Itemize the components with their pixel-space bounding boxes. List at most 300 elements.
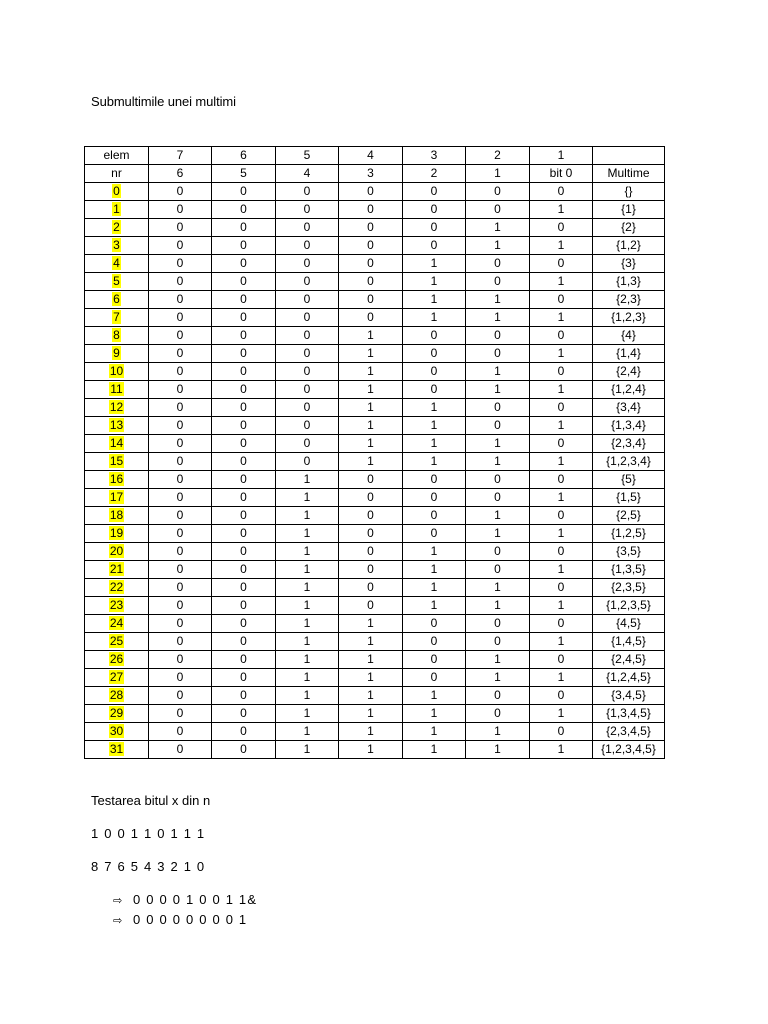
bit-cell: 1 bbox=[276, 471, 339, 489]
bit-cell: 0 bbox=[403, 327, 466, 345]
document-title: Submultimile unei multimi bbox=[91, 94, 236, 109]
bit-cell: 0 bbox=[149, 435, 212, 453]
set-cell: {1,2,3} bbox=[593, 309, 665, 327]
bit-cell: 0 bbox=[530, 399, 593, 417]
bit-cell: 0 bbox=[466, 273, 530, 291]
set-cell: {1,3,4} bbox=[593, 417, 665, 435]
bit-cell: 0 bbox=[149, 291, 212, 309]
nr-cell bbox=[85, 543, 149, 561]
bit-cell: 0 bbox=[530, 651, 593, 669]
bit-cell: 1 bbox=[339, 687, 403, 705]
bit-cell: 0 bbox=[212, 507, 276, 525]
bit-cell: 1 bbox=[403, 561, 466, 579]
bit-cell: 0 bbox=[530, 219, 593, 237]
header-cell: elem bbox=[85, 147, 149, 165]
table-row bbox=[85, 327, 665, 345]
bit-cell: 1 bbox=[530, 633, 593, 651]
bit-cell: 1 bbox=[530, 669, 593, 687]
bit-cell: 0 bbox=[339, 201, 403, 219]
bit-cell: 0 bbox=[212, 219, 276, 237]
nr-cell bbox=[85, 309, 149, 327]
bit-cell: 0 bbox=[276, 201, 339, 219]
bit-cell: 1 bbox=[339, 399, 403, 417]
table-row bbox=[85, 525, 665, 543]
bit-cell: 1 bbox=[276, 687, 339, 705]
bit-cell: 0 bbox=[212, 381, 276, 399]
bit-cell: 1 bbox=[403, 723, 466, 741]
bit-cell: 0 bbox=[530, 507, 593, 525]
table-row bbox=[85, 471, 665, 489]
bit-cell: 0 bbox=[339, 489, 403, 507]
arrow-line-1 bbox=[113, 892, 257, 907]
bit-cell: 1 bbox=[339, 705, 403, 723]
set-cell: {1,3,5} bbox=[593, 561, 665, 579]
set-cell: {4,5} bbox=[593, 615, 665, 633]
bit-cell: 1 bbox=[403, 255, 466, 273]
bit-cell: 0 bbox=[339, 183, 403, 201]
bit-cell: 0 bbox=[466, 687, 530, 705]
bit-cell: 1 bbox=[466, 669, 530, 687]
bit-cell: 0 bbox=[276, 345, 339, 363]
nr-cell bbox=[85, 327, 149, 345]
bit-cell: 1 bbox=[276, 543, 339, 561]
highlighted-number: 12 bbox=[109, 400, 124, 414]
bit-cell: 0 bbox=[149, 183, 212, 201]
bit-cell: 1 bbox=[466, 219, 530, 237]
bit-cell: 1 bbox=[276, 669, 339, 687]
bit-cell: 0 bbox=[466, 633, 530, 651]
bit-cell: 0 bbox=[149, 579, 212, 597]
bit-cell: 1 bbox=[530, 237, 593, 255]
header-cell: 5 bbox=[212, 165, 276, 183]
nr-cell bbox=[85, 507, 149, 525]
bit-cell: 0 bbox=[403, 345, 466, 363]
bit-cell: 1 bbox=[466, 651, 530, 669]
highlighted-number: 18 bbox=[109, 508, 124, 522]
nr-cell bbox=[85, 219, 149, 237]
bit-cell: 1 bbox=[276, 579, 339, 597]
bit-cell: 0 bbox=[403, 363, 466, 381]
table-row bbox=[85, 723, 665, 741]
bit-cell: 0 bbox=[149, 651, 212, 669]
bit-cell: 0 bbox=[212, 183, 276, 201]
bit-cell: 0 bbox=[276, 381, 339, 399]
bit-cell: 0 bbox=[212, 309, 276, 327]
bit-cell: 0 bbox=[339, 237, 403, 255]
bit-cell: 0 bbox=[149, 705, 212, 723]
nr-cell bbox=[85, 723, 149, 741]
bit-cell: 0 bbox=[530, 579, 593, 597]
bit-cell: 1 bbox=[530, 561, 593, 579]
bit-cell: 0 bbox=[149, 363, 212, 381]
bit-cell: 0 bbox=[466, 345, 530, 363]
bit-cell: 1 bbox=[339, 363, 403, 381]
header-cell: 1 bbox=[530, 147, 593, 165]
bit-cell: 0 bbox=[276, 417, 339, 435]
set-cell: {1,5} bbox=[593, 489, 665, 507]
bit-cell: 0 bbox=[212, 633, 276, 651]
bit-cell: 0 bbox=[466, 255, 530, 273]
bit-cell: 0 bbox=[149, 525, 212, 543]
bit-cell: 0 bbox=[149, 489, 212, 507]
bit-cell: 1 bbox=[530, 201, 593, 219]
nr-cell bbox=[85, 579, 149, 597]
header-cell: 1 bbox=[466, 165, 530, 183]
table-row bbox=[85, 273, 665, 291]
bit-cell: 0 bbox=[530, 471, 593, 489]
bit-cell: 0 bbox=[530, 291, 593, 309]
set-cell: {2,3} bbox=[593, 291, 665, 309]
bit-cell: 1 bbox=[339, 345, 403, 363]
table-row bbox=[85, 687, 665, 705]
nr-cell bbox=[85, 633, 149, 651]
set-cell: {2,4,5} bbox=[593, 651, 665, 669]
bit-cell: 1 bbox=[403, 309, 466, 327]
bit-cell: 1 bbox=[276, 741, 339, 759]
nr-cell bbox=[85, 561, 149, 579]
table-row bbox=[85, 435, 665, 453]
bit-cell: 0 bbox=[212, 651, 276, 669]
highlighted-number: 13 bbox=[109, 418, 124, 432]
set-cell: {1,2,4,5} bbox=[593, 669, 665, 687]
bit-cell: 1 bbox=[403, 435, 466, 453]
nr-cell bbox=[85, 489, 149, 507]
highlighted-number: 0 bbox=[113, 184, 120, 198]
table-row bbox=[85, 381, 665, 399]
bit-cell: 1 bbox=[466, 291, 530, 309]
bit-cell: 0 bbox=[403, 381, 466, 399]
bit-cell: 1 bbox=[466, 525, 530, 543]
bit-cell: 0 bbox=[212, 579, 276, 597]
bit-cell: 1 bbox=[339, 741, 403, 759]
bit-cell: 1 bbox=[403, 417, 466, 435]
bit-cell: 0 bbox=[149, 669, 212, 687]
bit-cell: 0 bbox=[466, 489, 530, 507]
bit-cell: 0 bbox=[530, 543, 593, 561]
nr-cell bbox=[85, 399, 149, 417]
header-cell bbox=[593, 147, 665, 165]
section-title: Testarea bitul x din n bbox=[91, 793, 211, 808]
bit-cell: 1 bbox=[530, 741, 593, 759]
header-cell: 3 bbox=[339, 165, 403, 183]
header-cell: 4 bbox=[339, 147, 403, 165]
bit-cell: 0 bbox=[403, 237, 466, 255]
highlighted-number: 15 bbox=[109, 454, 124, 468]
bit-cell: 0 bbox=[339, 543, 403, 561]
header-cell: bit 0 bbox=[530, 165, 593, 183]
bit-cell: 1 bbox=[339, 417, 403, 435]
set-cell: {5} bbox=[593, 471, 665, 489]
bit-cell: 0 bbox=[530, 183, 593, 201]
bit-cell: 0 bbox=[276, 255, 339, 273]
bit-cell: 0 bbox=[466, 705, 530, 723]
bit-cell: 0 bbox=[339, 219, 403, 237]
bit-cell: 0 bbox=[530, 723, 593, 741]
table-row bbox=[85, 615, 665, 633]
bit-cell: 1 bbox=[403, 273, 466, 291]
nr-cell bbox=[85, 291, 149, 309]
header-cell: 4 bbox=[276, 165, 339, 183]
highlighted-number: 8 bbox=[113, 328, 120, 342]
highlighted-number: 10 bbox=[109, 364, 124, 378]
table-row bbox=[85, 309, 665, 327]
bit-cell: 0 bbox=[212, 417, 276, 435]
bit-cell: 0 bbox=[339, 471, 403, 489]
bit-cell: 0 bbox=[276, 435, 339, 453]
bit-cell: 0 bbox=[403, 489, 466, 507]
highlighted-number: 17 bbox=[109, 490, 124, 504]
bit-cell: 1 bbox=[466, 237, 530, 255]
nr-cell bbox=[85, 237, 149, 255]
bit-cell: 0 bbox=[403, 183, 466, 201]
table-row bbox=[85, 597, 665, 615]
bit-cell: 1 bbox=[530, 705, 593, 723]
bit-cell: 0 bbox=[466, 201, 530, 219]
bit-cell: 0 bbox=[276, 453, 339, 471]
bit-cell: 0 bbox=[149, 543, 212, 561]
bit-cell: 0 bbox=[339, 291, 403, 309]
set-cell: {4} bbox=[593, 327, 665, 345]
header-cell: 6 bbox=[212, 147, 276, 165]
bit-cell: 1 bbox=[339, 381, 403, 399]
bit-cell: 0 bbox=[149, 453, 212, 471]
bit-cell: 0 bbox=[276, 309, 339, 327]
table-row bbox=[85, 183, 665, 201]
bit-cell: 0 bbox=[466, 327, 530, 345]
set-cell: {1,2,4} bbox=[593, 381, 665, 399]
table-row bbox=[85, 489, 665, 507]
bit-cell: 0 bbox=[212, 741, 276, 759]
bit-cell: 0 bbox=[212, 615, 276, 633]
set-cell: {3} bbox=[593, 255, 665, 273]
set-cell: {} bbox=[593, 183, 665, 201]
set-cell: {2,3,4,5} bbox=[593, 723, 665, 741]
bit-cell: 0 bbox=[149, 561, 212, 579]
bit-cell: 1 bbox=[276, 525, 339, 543]
highlighted-number: 22 bbox=[109, 580, 124, 594]
bit-cell: 1 bbox=[403, 687, 466, 705]
bit-cell: 1 bbox=[403, 741, 466, 759]
highlighted-number: 26 bbox=[109, 652, 124, 666]
highlighted-number: 28 bbox=[109, 688, 124, 702]
bit-cell: 1 bbox=[530, 525, 593, 543]
bit-cell: 1 bbox=[339, 435, 403, 453]
highlighted-number: 14 bbox=[109, 436, 124, 450]
set-cell: {1,2} bbox=[593, 237, 665, 255]
bit-cell: 0 bbox=[212, 237, 276, 255]
highlighted-number: 29 bbox=[109, 706, 124, 720]
header-cell: 6 bbox=[149, 165, 212, 183]
bit-cell: 1 bbox=[276, 705, 339, 723]
bit-cell: 1 bbox=[530, 417, 593, 435]
subsets-table bbox=[84, 146, 665, 759]
bit-cell: 0 bbox=[212, 201, 276, 219]
bit-cell: 0 bbox=[149, 399, 212, 417]
set-cell: {1,3,4,5} bbox=[593, 705, 665, 723]
set-cell: {1,4} bbox=[593, 345, 665, 363]
highlighted-number: 7 bbox=[113, 310, 120, 324]
bit-cell: 0 bbox=[276, 219, 339, 237]
highlighted-number: 11 bbox=[110, 382, 123, 396]
arrow-line-text: 0 0 0 0 0 0 0 0 1 bbox=[133, 912, 248, 927]
bit-cell: 0 bbox=[149, 219, 212, 237]
header-cell: nr bbox=[85, 165, 149, 183]
highlighted-number: 20 bbox=[109, 544, 124, 558]
rightwards-white-arrow-icon: ⇨ bbox=[113, 914, 123, 927]
positions-line: 8 7 6 5 4 3 2 1 0 bbox=[91, 859, 206, 874]
table-row bbox=[85, 633, 665, 651]
highlighted-number: 23 bbox=[109, 598, 124, 612]
bit-cell: 1 bbox=[466, 597, 530, 615]
highlighted-number: 19 bbox=[109, 526, 124, 540]
bit-cell: 1 bbox=[403, 453, 466, 471]
table-row bbox=[85, 219, 665, 237]
bit-cell: 0 bbox=[212, 705, 276, 723]
bit-cell: 1 bbox=[403, 291, 466, 309]
bit-cell: 0 bbox=[276, 183, 339, 201]
bit-cell: 0 bbox=[403, 669, 466, 687]
table-row bbox=[85, 201, 665, 219]
bit-cell: 0 bbox=[149, 327, 212, 345]
bit-cell: 0 bbox=[149, 201, 212, 219]
table-row bbox=[85, 237, 665, 255]
bit-cell: 0 bbox=[403, 615, 466, 633]
table-row bbox=[85, 507, 665, 525]
arrow-line-text: 0 0 0 0 1 0 0 1 1& bbox=[133, 892, 258, 907]
bit-cell: 0 bbox=[403, 471, 466, 489]
bit-cell: 1 bbox=[466, 723, 530, 741]
bit-cell: 0 bbox=[339, 579, 403, 597]
highlighted-number: 21 bbox=[109, 562, 124, 576]
bit-cell: 0 bbox=[339, 309, 403, 327]
bit-cell: 1 bbox=[339, 651, 403, 669]
highlighted-number: 25 bbox=[109, 634, 124, 648]
bit-cell: 0 bbox=[149, 471, 212, 489]
set-cell: {1,2,3,4} bbox=[593, 453, 665, 471]
bit-cell: 1 bbox=[276, 633, 339, 651]
nr-cell bbox=[85, 525, 149, 543]
table-row bbox=[85, 345, 665, 363]
bit-cell: 0 bbox=[212, 399, 276, 417]
header-cell: 3 bbox=[403, 147, 466, 165]
set-cell: {1,4,5} bbox=[593, 633, 665, 651]
highlighted-number: 6 bbox=[113, 292, 120, 306]
table-row bbox=[85, 417, 665, 435]
bit-cell: 0 bbox=[149, 615, 212, 633]
set-cell: {2,4} bbox=[593, 363, 665, 381]
bit-cell: 0 bbox=[212, 471, 276, 489]
bit-cell: 0 bbox=[276, 237, 339, 255]
bit-cell: 0 bbox=[466, 471, 530, 489]
bits-line: 1 0 0 1 1 0 1 1 1 bbox=[91, 826, 206, 841]
bit-cell: 1 bbox=[466, 741, 530, 759]
bit-cell: 1 bbox=[530, 597, 593, 615]
header-cell: 2 bbox=[466, 147, 530, 165]
highlighted-number: 27 bbox=[109, 670, 124, 684]
set-cell: {2} bbox=[593, 219, 665, 237]
bit-cell: 0 bbox=[403, 507, 466, 525]
nr-cell bbox=[85, 669, 149, 687]
table-row bbox=[85, 363, 665, 381]
nr-cell bbox=[85, 453, 149, 471]
bit-cell: 1 bbox=[530, 453, 593, 471]
bit-cell: 0 bbox=[276, 399, 339, 417]
nr-cell bbox=[85, 417, 149, 435]
bit-cell: 0 bbox=[149, 273, 212, 291]
bit-cell: 0 bbox=[403, 633, 466, 651]
nr-cell bbox=[85, 651, 149, 669]
bit-cell: 1 bbox=[403, 705, 466, 723]
bit-cell: 0 bbox=[212, 435, 276, 453]
bit-cell: 0 bbox=[212, 597, 276, 615]
table-row bbox=[85, 291, 665, 309]
bit-cell: 1 bbox=[339, 633, 403, 651]
table-row bbox=[85, 651, 665, 669]
highlighted-number: 9 bbox=[113, 346, 120, 360]
nr-cell bbox=[85, 741, 149, 759]
table-header-row bbox=[85, 165, 665, 183]
bit-cell: 0 bbox=[149, 597, 212, 615]
bit-cell: 0 bbox=[212, 327, 276, 345]
bit-cell: 0 bbox=[212, 561, 276, 579]
bit-cell: 0 bbox=[339, 597, 403, 615]
bit-cell: 0 bbox=[530, 435, 593, 453]
nr-cell bbox=[85, 705, 149, 723]
nr-cell bbox=[85, 471, 149, 489]
bit-cell: 0 bbox=[403, 525, 466, 543]
set-cell: {1,3} bbox=[593, 273, 665, 291]
bit-cell: 1 bbox=[466, 381, 530, 399]
set-cell: {2,3,5} bbox=[593, 579, 665, 597]
nr-cell bbox=[85, 201, 149, 219]
set-cell: {1,2,3,4,5} bbox=[593, 741, 665, 759]
bit-cell: 0 bbox=[466, 183, 530, 201]
set-cell: {3,4} bbox=[593, 399, 665, 417]
bit-cell: 0 bbox=[276, 363, 339, 381]
bit-cell: 0 bbox=[149, 687, 212, 705]
bit-cell: 1 bbox=[276, 615, 339, 633]
bit-cell: 0 bbox=[339, 273, 403, 291]
nr-cell bbox=[85, 183, 149, 201]
bit-cell: 0 bbox=[530, 687, 593, 705]
highlighted-number: 16 bbox=[109, 472, 124, 486]
bit-cell: 0 bbox=[403, 219, 466, 237]
highlighted-number: 3 bbox=[113, 238, 120, 252]
nr-cell bbox=[85, 255, 149, 273]
header-cell: 5 bbox=[276, 147, 339, 165]
nr-cell bbox=[85, 615, 149, 633]
nr-cell bbox=[85, 435, 149, 453]
bit-cell: 0 bbox=[212, 291, 276, 309]
table-row bbox=[85, 453, 665, 471]
table-row bbox=[85, 741, 665, 759]
bit-cell: 0 bbox=[212, 687, 276, 705]
table-row bbox=[85, 579, 665, 597]
set-cell: {1} bbox=[593, 201, 665, 219]
bit-cell: 0 bbox=[149, 255, 212, 273]
bit-cell: 1 bbox=[530, 345, 593, 363]
set-cell: {2,5} bbox=[593, 507, 665, 525]
bit-cell: 0 bbox=[276, 291, 339, 309]
bit-cell: 0 bbox=[466, 417, 530, 435]
bit-cell: 0 bbox=[530, 327, 593, 345]
bit-cell: 0 bbox=[149, 237, 212, 255]
bit-cell: 1 bbox=[466, 507, 530, 525]
bit-cell: 1 bbox=[339, 327, 403, 345]
bit-cell: 0 bbox=[339, 561, 403, 579]
bit-cell: 1 bbox=[339, 669, 403, 687]
bit-cell: 0 bbox=[466, 399, 530, 417]
